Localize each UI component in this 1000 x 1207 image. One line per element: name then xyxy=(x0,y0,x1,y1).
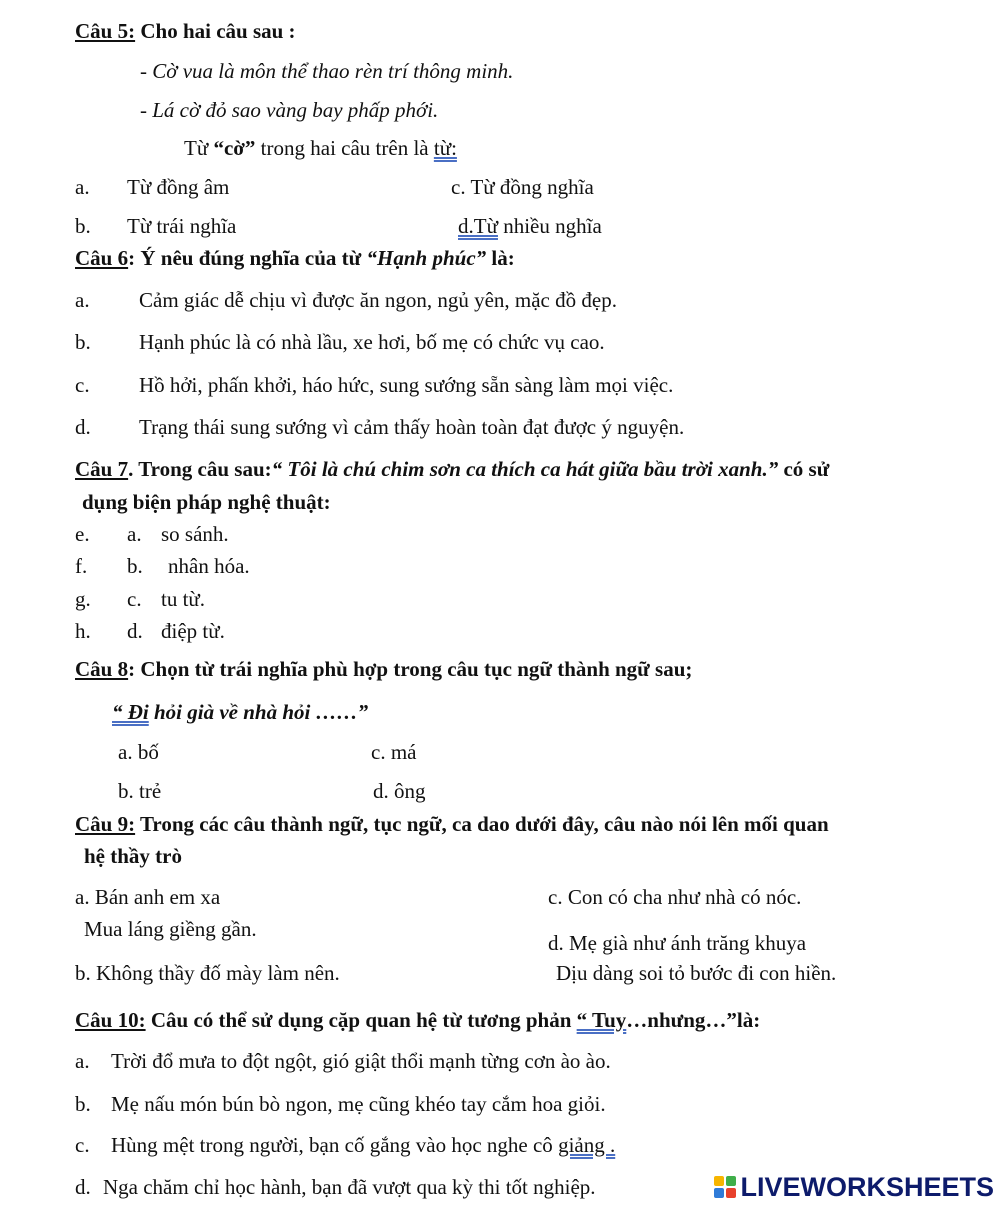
q9-label: Câu 9: xyxy=(75,812,136,836)
q9-text: Trong các câu thành ngữ, tục ngữ, ca dao dưới đây, câu nào nói lên mối quan xyxy=(135,812,829,836)
q6-option-d-mark: d. xyxy=(75,415,91,439)
q7-option-a-mark: e. xyxy=(75,522,90,546)
logo-square-1 xyxy=(714,1176,724,1186)
q5-option-b-mark: b. xyxy=(75,214,91,238)
q8-option-a[interactable]: a. bố xyxy=(118,740,159,764)
q8-text: : Chọn từ trái nghĩa phù hợp trong câu tục ngữ thành ngữ sau; xyxy=(128,657,693,681)
q5-option-c[interactable]: c. Từ đồng nghĩa xyxy=(451,175,594,199)
q9-option-a-line2[interactable]: Mua láng giềng gần. xyxy=(84,917,257,941)
q7-option-d-letter: d. xyxy=(127,619,143,643)
q7-option-c-text: tu từ. xyxy=(161,587,206,611)
q5-prompt-word: “cờ” xyxy=(213,136,256,160)
q10-option-a-text: Trời đổ mưa to đột ngột, gió giật thổi mạnh từng cơn ào ào. xyxy=(111,1049,611,1073)
q5-heading xyxy=(75,18,296,44)
q5-prompt xyxy=(184,135,457,161)
q10-option-c-text: Hùng mệt trong người, bạn cố gắng vào học nghe cô xyxy=(111,1133,559,1157)
q8-option-d[interactable]: d. ông xyxy=(373,779,426,803)
q5-option-a[interactable]: Từ đồng âm xyxy=(127,175,230,199)
q7-option-d-mark: h. xyxy=(75,619,91,643)
q6-option-c[interactable]: Hồ hởi, phấn khởi, háo hức, sung sướng sẵn sàng làm mọi việc. xyxy=(139,373,674,397)
q10-text: Câu có thể sử dụng cặp quan hệ từ tương phản xyxy=(145,1008,577,1032)
q5-prompt-end: từ: xyxy=(433,136,457,160)
q9-option-d-line1[interactable]: d. Mẹ già như ánh trăng khuya xyxy=(548,931,807,955)
q10-option-b-mark: b. xyxy=(75,1092,91,1116)
liveworksheets-brand[interactable] xyxy=(714,1170,994,1204)
q9-option-c[interactable]: c. Con có cha như nhà có nóc. xyxy=(548,885,802,909)
logo-square-4 xyxy=(726,1188,736,1198)
q9-option-d-line2[interactable]: Dịu dàng soi tỏ bước đi con hiền. xyxy=(556,961,837,985)
q6-text-end: là: xyxy=(486,246,515,270)
q7-text: . Trong câu sau: xyxy=(128,457,272,481)
q5-option-b[interactable]: Từ trái nghĩa xyxy=(127,214,237,238)
q5-option-d-pre: d.Từ xyxy=(458,214,498,238)
q7-option-c-mark: g. xyxy=(75,587,91,611)
q8-label: Câu 8 xyxy=(75,657,129,681)
q8-proverb xyxy=(112,699,368,725)
logo-square-2 xyxy=(726,1176,736,1186)
q7-option-d[interactable] xyxy=(127,618,225,644)
q10-heading xyxy=(75,1007,760,1033)
q5-sentence-2: - Lá cờ đỏ sao vàng bay phấp phới. xyxy=(140,98,439,122)
q5-option-a-mark: a. xyxy=(75,175,90,199)
q6-option-b[interactable]: Hạnh phúc là có nhà lầu, xe hơi, bố mẹ có chức vụ cao. xyxy=(139,330,605,354)
q10-option-c-mark: c. xyxy=(75,1133,90,1157)
q7-heading xyxy=(75,456,829,482)
q7-option-d-text: điệp từ. xyxy=(161,619,225,643)
q6-option-c-mark: c. xyxy=(75,373,90,397)
q5-prompt-mid: trong hai câu trên là xyxy=(255,136,434,160)
q5-sentence-1: - Cờ vua là môn thể thao rèn trí thông minh. xyxy=(140,59,514,83)
q10-text-end: …nhưng…”là: xyxy=(626,1008,761,1032)
q10-option-a-mark: a. xyxy=(75,1049,90,1073)
q7-heading-line2: dụng biện pháp nghệ thuật: xyxy=(82,490,331,514)
q10-option-c-tail: giảng . xyxy=(558,1133,616,1157)
q7-option-c[interactable] xyxy=(127,586,205,612)
liveworksheets-logo-icon xyxy=(714,1176,736,1198)
q10-option-d[interactable] xyxy=(75,1174,596,1200)
q10-pair: “ Tuy xyxy=(576,1008,627,1032)
q10-option-d-mark: d. xyxy=(75,1175,91,1199)
q6-word: “Hạnh phúc” xyxy=(366,246,487,270)
q10-option-d-text: Nga chăm chỉ học hành, bạn đã vượt qua kỳ thi tốt nghiệp. xyxy=(103,1175,596,1199)
q6-label: Câu 6 xyxy=(75,246,129,270)
q7-option-a-text: so sánh. xyxy=(161,522,229,546)
q5-option-d-text: nhiều nghĩa xyxy=(497,214,602,238)
q10-option-a[interactable] xyxy=(75,1048,611,1074)
liveworksheets-wordmark: LIVEWORKSHEETS xyxy=(740,1171,994,1202)
q6-heading xyxy=(75,245,515,271)
q9-heading xyxy=(75,811,829,837)
q8-proverb-pre: “ Đi xyxy=(112,700,149,724)
q8-proverb-text: hỏi già về nhà hỏi ……” xyxy=(148,700,369,724)
q7-label: Câu 7 xyxy=(75,457,129,481)
q7-option-b-mark: f. xyxy=(75,554,88,578)
q9-option-a-line1[interactable]: a. Bán anh em xa xyxy=(75,885,221,909)
q6-text: : Ý nêu đúng nghĩa của từ xyxy=(128,246,367,270)
q7-option-a-letter: a. xyxy=(127,522,142,546)
logo-square-3 xyxy=(714,1188,724,1198)
q7-option-c-letter: c. xyxy=(127,587,142,611)
q6-option-d[interactable]: Trạng thái sung sướng vì cảm thấy hoàn toàn đạt được ý nguyện. xyxy=(139,415,685,439)
q6-option-a-mark: a. xyxy=(75,288,90,312)
q8-heading xyxy=(75,656,692,682)
q8-option-c[interactable]: c. má xyxy=(371,740,417,764)
q5-text: Cho hai câu sau : xyxy=(135,19,296,43)
q5-prompt-pre: Từ xyxy=(184,136,214,160)
q5-label: Câu 5: xyxy=(75,19,136,43)
q6-option-b-mark: b. xyxy=(75,330,91,354)
q9-heading-line2: hệ thầy trò xyxy=(84,844,182,868)
q8-option-b[interactable]: b. trẻ xyxy=(118,779,162,803)
q7-quote: “ Tôi là chú chim sơn ca thích ca hát giữa bầu trời xanh.” xyxy=(271,457,779,481)
q10-option-b-text: Mẹ nấu món bún bò ngon, mẹ cũng khéo tay cắm hoa giỏi. xyxy=(111,1092,606,1116)
q7-option-b-letter: b. xyxy=(127,554,143,578)
q7-text-end: có sử xyxy=(778,457,830,481)
q10-label: Câu 10: xyxy=(75,1008,146,1032)
q10-option-b[interactable] xyxy=(75,1091,606,1117)
q7-option-b[interactable] xyxy=(127,553,250,579)
q7-option-a[interactable] xyxy=(127,521,229,547)
q6-option-a[interactable]: Cảm giác dễ chịu vì được ăn ngon, ngủ yên, mặc đồ đẹp. xyxy=(139,288,617,312)
q10-option-c[interactable] xyxy=(75,1132,615,1158)
q5-option-d[interactable] xyxy=(458,213,602,239)
q7-option-b-text: nhân hóa. xyxy=(168,554,250,578)
q9-option-b[interactable]: b. Không thầy đố mày làm nên. xyxy=(75,961,340,985)
